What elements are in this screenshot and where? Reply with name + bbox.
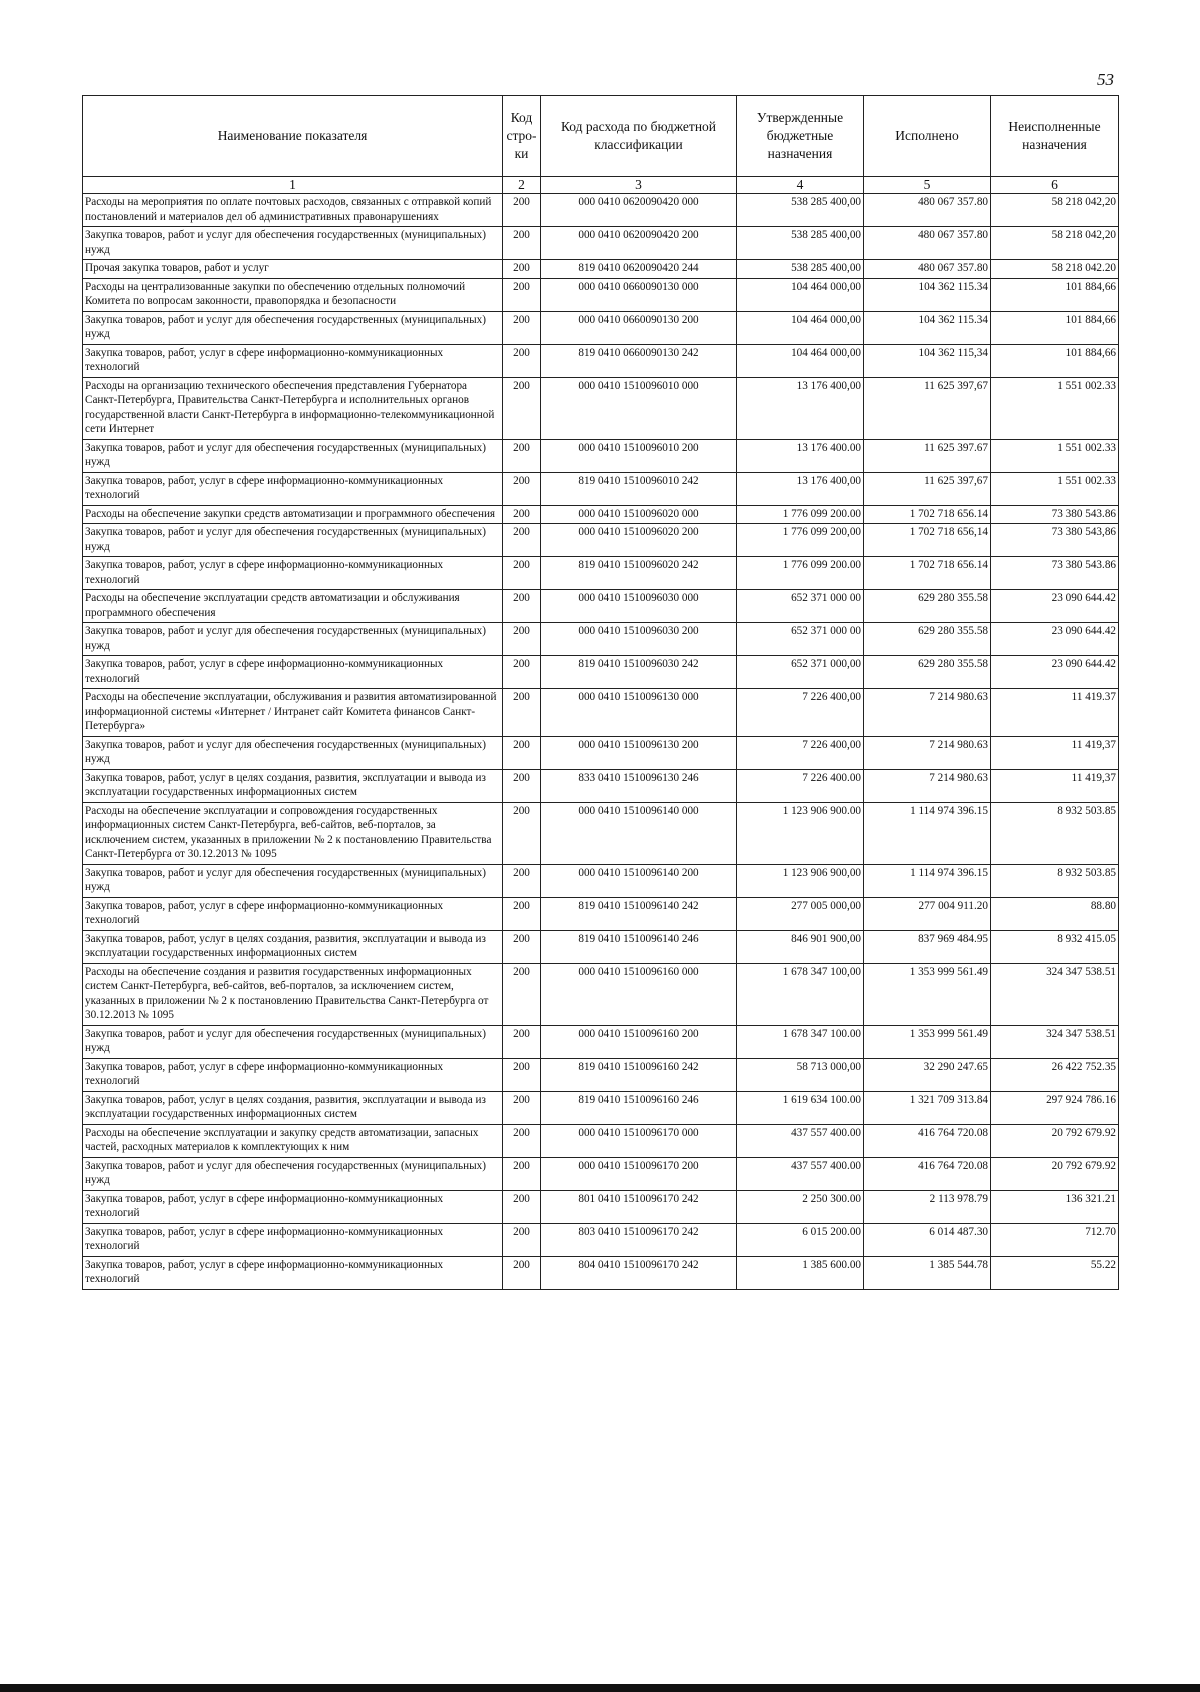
- budget-code-cell: 819 0410 0660090130 242: [541, 344, 737, 377]
- budget-code-cell: 000 0410 1510096030 200: [541, 623, 737, 656]
- header-indicator-name: Наименование показателя: [83, 96, 503, 177]
- header-row: [83, 96, 1119, 177]
- executed-amount-cell: 1 114 974 396.15: [864, 802, 991, 864]
- indicator-name-cell: Закупка товаров, работ и услуг для обеспечения государственных (муниципальных) нужд: [83, 311, 503, 344]
- line-code-cell: 200: [503, 1025, 541, 1058]
- budget-code-cell: 819 0410 1510096140 246: [541, 930, 737, 963]
- line-code-cell: 200: [503, 227, 541, 260]
- indicator-name-cell: Расходы на обеспечение эксплуатации, обслуживания и развития автоматизированной информационной системы «Интернет / Интранет сайт Комитета финансов Санкт-Петербурга»: [83, 689, 503, 737]
- executed-amount-cell: 1 321 709 313.84: [864, 1091, 991, 1124]
- budget-code-cell: 801 0410 1510096170 242: [541, 1190, 737, 1223]
- column-number: 6: [991, 177, 1119, 194]
- unexecuted-amount-cell: 324 347 538.51: [991, 1025, 1119, 1058]
- approved-amount-cell: 277 005 000,00: [737, 897, 864, 930]
- budget-code-cell: 819 0410 1510096160 246: [541, 1091, 737, 1124]
- executed-amount-cell: 11 625 397,67: [864, 377, 991, 439]
- unexecuted-amount-cell: 23 090 644.42: [991, 623, 1119, 656]
- table-row: [83, 689, 1119, 737]
- executed-amount-cell: 104 362 115.34: [864, 311, 991, 344]
- table-row: [83, 1091, 1119, 1124]
- table-row: [83, 769, 1119, 802]
- line-code-cell: 200: [503, 930, 541, 963]
- line-code-cell: 200: [503, 656, 541, 689]
- approved-amount-cell: 1 776 099 200.00: [737, 557, 864, 590]
- executed-amount-cell: 7 214 980.63: [864, 689, 991, 737]
- unexecuted-amount-cell: 324 347 538.51: [991, 963, 1119, 1025]
- line-code-cell: 200: [503, 1124, 541, 1157]
- executed-amount-cell: 480 067 357.80: [864, 227, 991, 260]
- unexecuted-amount-cell: 1 551 002.33: [991, 377, 1119, 439]
- executed-amount-cell: 416 764 720.08: [864, 1124, 991, 1157]
- header-approved-assignments: Утвержденные бюджетные назначения: [737, 96, 864, 177]
- approved-amount-cell: 1 776 099 200,00: [737, 524, 864, 557]
- executed-amount-cell: 6 014 487.30: [864, 1223, 991, 1256]
- table-header: [83, 96, 1119, 194]
- approved-amount-cell: 2 250 300.00: [737, 1190, 864, 1223]
- line-code-cell: 200: [503, 1157, 541, 1190]
- indicator-name-cell: Расходы на организацию технического обеспечения представления Губернатора Санкт-Петербурга, Правительства Санкт-Петербурга и исполнительных органов государственной власти Санкт-Петербурга в информационно-телекоммуникационной сети Интернет: [83, 377, 503, 439]
- approved-amount-cell: 437 557 400.00: [737, 1157, 864, 1190]
- indicator-name-cell: Закупка товаров, работ, услуг в сфере информационно-коммуникационных технологий: [83, 897, 503, 930]
- line-code-cell: 200: [503, 864, 541, 897]
- line-code-cell: 200: [503, 278, 541, 311]
- column-number: 4: [737, 177, 864, 194]
- line-code-cell: 200: [503, 802, 541, 864]
- indicator-name-cell: Расходы на обеспечение эксплуатации и закупку средств автоматизации, запасных частей, расходных материалов к комплектующих к ним: [83, 1124, 503, 1157]
- unexecuted-amount-cell: 8 932 503.85: [991, 864, 1119, 897]
- unexecuted-amount-cell: 11 419.37: [991, 689, 1119, 737]
- approved-amount-cell: 652 371 000 00: [737, 590, 864, 623]
- line-code-cell: 200: [503, 1091, 541, 1124]
- table-row: [83, 1223, 1119, 1256]
- executed-amount-cell: 629 280 355.58: [864, 656, 991, 689]
- table-row: [83, 278, 1119, 311]
- unexecuted-amount-cell: 58 218 042,20: [991, 194, 1119, 227]
- budget-execution-table: [82, 95, 1119, 1290]
- budget-code-cell: 819 0410 1510096140 242: [541, 897, 737, 930]
- approved-amount-cell: 7 226 400,00: [737, 736, 864, 769]
- executed-amount-cell: 1 353 999 561.49: [864, 1025, 991, 1058]
- table-row: [83, 963, 1119, 1025]
- budget-code-cell: 803 0410 1510096170 242: [541, 1223, 737, 1256]
- indicator-name-cell: Расходы на централизованные закупки по обеспечению отдельных полномочий Комитета по вопросам законности, правопорядка и безопасности: [83, 278, 503, 311]
- approved-amount-cell: 1 123 906 900.00: [737, 802, 864, 864]
- approved-amount-cell: 1 619 634 100.00: [737, 1091, 864, 1124]
- table-row: [83, 897, 1119, 930]
- indicator-name-cell: Закупка товаров, работ, услуг в сфере информационно-коммуникационных технологий: [83, 472, 503, 505]
- column-number: 5: [864, 177, 991, 194]
- approved-amount-cell: 1 385 600.00: [737, 1256, 864, 1289]
- indicator-name-cell: Закупка товаров, работ, услуг в сфере информационно-коммуникационных технологий: [83, 1223, 503, 1256]
- table-row: [83, 1124, 1119, 1157]
- budget-code-cell: 000 0410 1510096140 000: [541, 802, 737, 864]
- table-row: [83, 656, 1119, 689]
- executed-amount-cell: 480 067 357.80: [864, 194, 991, 227]
- indicator-name-cell: Закупка товаров, работ и услуг для обеспечения государственных (муниципальных) нужд: [83, 623, 503, 656]
- approved-amount-cell: 1 123 906 900,00: [737, 864, 864, 897]
- executed-amount-cell: 2 113 978.79: [864, 1190, 991, 1223]
- line-code-cell: 200: [503, 1190, 541, 1223]
- line-code-cell: 200: [503, 769, 541, 802]
- executed-amount-cell: 7 214 980.63: [864, 769, 991, 802]
- table-row: [83, 930, 1119, 963]
- unexecuted-amount-cell: 26 422 752.35: [991, 1058, 1119, 1091]
- indicator-name-cell: Закупка товаров, работ и услуг для обеспечения государственных (муниципальных) нужд: [83, 1157, 503, 1190]
- executed-amount-cell: 1 385 544.78: [864, 1256, 991, 1289]
- budget-code-cell: 000 0410 1510096160 000: [541, 963, 737, 1025]
- header-unexecuted-assignments: Неисполненные назначения: [991, 96, 1119, 177]
- column-number: 2: [503, 177, 541, 194]
- indicator-name-cell: Расходы на обеспечение эксплуатации средств автоматизации и обслуживания программного обеспечения: [83, 590, 503, 623]
- executed-amount-cell: 629 280 355.58: [864, 590, 991, 623]
- budget-code-cell: 819 0410 1510096010 242: [541, 472, 737, 505]
- approved-amount-cell: 1 776 099 200.00: [737, 505, 864, 524]
- approved-amount-cell: 538 285 400,00: [737, 194, 864, 227]
- line-code-cell: 200: [503, 260, 541, 279]
- approved-amount-cell: 538 285 400,00: [737, 260, 864, 279]
- indicator-name-cell: Закупка товаров, работ, услуг в сфере информационно-коммуникационных технологий: [83, 557, 503, 590]
- budget-code-cell: 000 0410 1510096140 200: [541, 864, 737, 897]
- table-row: [83, 439, 1119, 472]
- approved-amount-cell: 652 371 000 00: [737, 623, 864, 656]
- approved-amount-cell: 437 557 400.00: [737, 1124, 864, 1157]
- executed-amount-cell: 1 702 718 656.14: [864, 557, 991, 590]
- approved-amount-cell: 13 176 400,00: [737, 377, 864, 439]
- unexecuted-amount-cell: 20 792 679.92: [991, 1124, 1119, 1157]
- budget-code-cell: 000 0410 1510096010 200: [541, 439, 737, 472]
- table-row: [83, 1256, 1119, 1289]
- executed-amount-cell: 629 280 355.58: [864, 623, 991, 656]
- approved-amount-cell: 104 464 000,00: [737, 278, 864, 311]
- unexecuted-amount-cell: 1 551 002.33: [991, 472, 1119, 505]
- approved-amount-cell: 104 464 000,00: [737, 344, 864, 377]
- unexecuted-amount-cell: 712.70: [991, 1223, 1119, 1256]
- executed-amount-cell: 104 362 115.34: [864, 278, 991, 311]
- table-row: [83, 227, 1119, 260]
- budget-code-cell: 000 0410 0620090420 000: [541, 194, 737, 227]
- budget-code-cell: 000 0410 1510096020 200: [541, 524, 737, 557]
- line-code-cell: 200: [503, 1223, 541, 1256]
- line-code-cell: 200: [503, 1058, 541, 1091]
- unexecuted-amount-cell: 23 090 644.42: [991, 590, 1119, 623]
- indicator-name-cell: Закупка товаров, работ, услуг в сфере информационно-коммуникационных технологий: [83, 1058, 503, 1091]
- column-number: 1: [83, 177, 503, 194]
- indicator-name-cell: Закупка товаров, работ и услуг для обеспечения государственных (муниципальных) нужд: [83, 1025, 503, 1058]
- line-code-cell: 200: [503, 311, 541, 344]
- line-code-cell: 200: [503, 590, 541, 623]
- approved-amount-cell: 846 901 900,00: [737, 930, 864, 963]
- budget-code-cell: 819 0410 0620090420 244: [541, 260, 737, 279]
- scan-edge-bar: [0, 1684, 1200, 1692]
- table-row: [83, 194, 1119, 227]
- approved-amount-cell: 13 176 400.00: [737, 439, 864, 472]
- table-row: [83, 505, 1119, 524]
- line-code-cell: 200: [503, 623, 541, 656]
- executed-amount-cell: 837 969 484.95: [864, 930, 991, 963]
- indicator-name-cell: Закупка товаров, работ и услуг для обеспечения государственных (муниципальных) нужд: [83, 227, 503, 260]
- budget-code-cell: 000 0410 1510096170 200: [541, 1157, 737, 1190]
- budget-code-cell: 000 0410 1510096170 000: [541, 1124, 737, 1157]
- budget-code-cell: 000 0410 1510096020 000: [541, 505, 737, 524]
- executed-amount-cell: 1 353 999 561.49: [864, 963, 991, 1025]
- line-code-cell: 200: [503, 689, 541, 737]
- executed-amount-cell: 11 625 397.67: [864, 439, 991, 472]
- indicator-name-cell: Закупка товаров, работ, услуг в целях создания, развития, эксплуатации и вывода из эксплуатации государственных информационных систем: [83, 930, 503, 963]
- unexecuted-amount-cell: 58 218 042,20: [991, 227, 1119, 260]
- header-line-code: Код стро-ки: [503, 96, 541, 177]
- approved-amount-cell: 58 713 000,00: [737, 1058, 864, 1091]
- approved-amount-cell: 1 678 347 100,00: [737, 963, 864, 1025]
- line-code-cell: 200: [503, 344, 541, 377]
- line-code-cell: 200: [503, 963, 541, 1025]
- table-row: [83, 1157, 1119, 1190]
- unexecuted-amount-cell: 101 884,66: [991, 344, 1119, 377]
- unexecuted-amount-cell: 8 932 503.85: [991, 802, 1119, 864]
- executed-amount-cell: 104 362 115,34: [864, 344, 991, 377]
- indicator-name-cell: Закупка товаров, работ и услуг для обеспечения государственных (муниципальных) нужд: [83, 524, 503, 557]
- budget-code-cell: 819 0410 1510096020 242: [541, 557, 737, 590]
- table-row: [83, 590, 1119, 623]
- unexecuted-amount-cell: 88.80: [991, 897, 1119, 930]
- line-code-cell: 200: [503, 1256, 541, 1289]
- line-code-cell: 200: [503, 377, 541, 439]
- unexecuted-amount-cell: 58 218 042.20: [991, 260, 1119, 279]
- indicator-name-cell: Расходы на обеспечение эксплуатации и сопровождения государственных информационных систем Санкт-Петербурга, веб-сайтов, веб-порталов, за исключением систем, указанных в приложении № 2 к постановлению Правительства Санкт-Петербурга от 30.12.2013 № 1095: [83, 802, 503, 864]
- unexecuted-amount-cell: 20 792 679.92: [991, 1157, 1119, 1190]
- indicator-name-cell: Закупка товаров, работ, услуг в целях создания, развития, эксплуатации и вывода из эксплуатации государственных информационных систем: [83, 769, 503, 802]
- unexecuted-amount-cell: 1 551 002.33: [991, 439, 1119, 472]
- line-code-cell: 200: [503, 472, 541, 505]
- executed-amount-cell: 416 764 720.08: [864, 1157, 991, 1190]
- approved-amount-cell: 538 285 400,00: [737, 227, 864, 260]
- executed-amount-cell: 1 114 974 396.15: [864, 864, 991, 897]
- budget-code-cell: 000 0410 1510096130 000: [541, 689, 737, 737]
- table-row: [83, 377, 1119, 439]
- line-code-cell: 200: [503, 439, 541, 472]
- budget-code-cell: 819 0410 1510096160 242: [541, 1058, 737, 1091]
- approved-amount-cell: 13 176 400,00: [737, 472, 864, 505]
- column-number-row: [83, 177, 1119, 194]
- table-row: [83, 1058, 1119, 1091]
- line-code-cell: 200: [503, 897, 541, 930]
- executed-amount-cell: 1 702 718 656,14: [864, 524, 991, 557]
- indicator-name-cell: Закупка товаров, работ и услуг для обеспечения государственных (муниципальных) нужд: [83, 736, 503, 769]
- indicator-name-cell: Прочая закупка товаров, работ и услуг: [83, 260, 503, 279]
- unexecuted-amount-cell: 23 090 644.42: [991, 656, 1119, 689]
- budget-code-cell: 819 0410 1510096030 242: [541, 656, 737, 689]
- unexecuted-amount-cell: 101 884,66: [991, 278, 1119, 311]
- approved-amount-cell: 1 678 347 100.00: [737, 1025, 864, 1058]
- table-row: [83, 344, 1119, 377]
- executed-amount-cell: 480 067 357.80: [864, 260, 991, 279]
- executed-amount-cell: 11 625 397,67: [864, 472, 991, 505]
- budget-code-cell: 000 0410 0620090420 200: [541, 227, 737, 260]
- executed-amount-cell: 277 004 911.20: [864, 897, 991, 930]
- budget-code-cell: 833 0410 1510096130 246: [541, 769, 737, 802]
- table-row: [83, 557, 1119, 590]
- indicator-name-cell: Закупка товаров, работ, услуг в сфере информационно-коммуникационных технологий: [83, 1190, 503, 1223]
- unexecuted-amount-cell: 8 932 415.05: [991, 930, 1119, 963]
- unexecuted-amount-cell: 73 380 543.86: [991, 557, 1119, 590]
- unexecuted-amount-cell: 136 321.21: [991, 1190, 1119, 1223]
- budget-code-cell: 000 0410 1510096160 200: [541, 1025, 737, 1058]
- table-row: [83, 802, 1119, 864]
- table-row: [83, 864, 1119, 897]
- indicator-name-cell: Расходы на мероприятия по оплате почтовых расходов, связанных с отправкой копий постановлений и материалов дел об административных правонарушениях: [83, 194, 503, 227]
- table-row: [83, 311, 1119, 344]
- page-number: 53: [1097, 70, 1114, 89]
- line-code-cell: 200: [503, 524, 541, 557]
- budget-code-cell: 000 0410 1510096010 000: [541, 377, 737, 439]
- approved-amount-cell: 6 015 200.00: [737, 1223, 864, 1256]
- budget-code-cell: 000 0410 1510096030 000: [541, 590, 737, 623]
- line-code-cell: 200: [503, 505, 541, 524]
- unexecuted-amount-cell: 73 380 543.86: [991, 505, 1119, 524]
- approved-amount-cell: 7 226 400.00: [737, 769, 864, 802]
- table-row: [83, 1190, 1119, 1223]
- unexecuted-amount-cell: 55.22: [991, 1256, 1119, 1289]
- line-code-cell: 200: [503, 194, 541, 227]
- column-number: 3: [541, 177, 737, 194]
- indicator-name-cell: Закупка товаров, работ, услуг в целях создания, развития, эксплуатации и вывода из эксплуатации государственных информационных систем: [83, 1091, 503, 1124]
- budget-code-cell: 000 0410 1510096130 200: [541, 736, 737, 769]
- table-body: [83, 194, 1119, 1290]
- approved-amount-cell: 104 464 000,00: [737, 311, 864, 344]
- indicator-name-cell: Расходы на обеспечение закупки средств автоматизации и программного обеспечения: [83, 505, 503, 524]
- unexecuted-amount-cell: 101 884,66: [991, 311, 1119, 344]
- budget-code-cell: 000 0410 0660090130 200: [541, 311, 737, 344]
- table-row: [83, 524, 1119, 557]
- indicator-name-cell: Закупка товаров, работ, услуг в сфере информационно-коммуникационных технологий: [83, 344, 503, 377]
- table-row: [83, 623, 1119, 656]
- indicator-name-cell: Расходы на обеспечение создания и развития государственных информационных систем Санкт-Петербурга, веб-сайтов, веб-порталов, за исключением систем, указанных в приложении № 2 к постановлению Правительства Санкт-Петербурга от 30.12.2013 № 1095: [83, 963, 503, 1025]
- line-code-cell: 200: [503, 557, 541, 590]
- indicator-name-cell: Закупка товаров, работ, услуг в сфере информационно-коммуникационных технологий: [83, 656, 503, 689]
- executed-amount-cell: 1 702 718 656.14: [864, 505, 991, 524]
- line-code-cell: 200: [503, 736, 541, 769]
- executed-amount-cell: 32 290 247.65: [864, 1058, 991, 1091]
- header-executed: Исполнено: [864, 96, 991, 177]
- unexecuted-amount-cell: 11 419,37: [991, 769, 1119, 802]
- executed-amount-cell: 7 214 980.63: [864, 736, 991, 769]
- budget-code-cell: 804 0410 1510096170 242: [541, 1256, 737, 1289]
- unexecuted-amount-cell: 73 380 543,86: [991, 524, 1119, 557]
- indicator-name-cell: Закупка товаров, работ и услуг для обеспечения государственных (муниципальных) нужд: [83, 439, 503, 472]
- table-row: [83, 260, 1119, 279]
- indicator-name-cell: Закупка товаров, работ и услуг для обеспечения государственных (муниципальных) нужд: [83, 864, 503, 897]
- header-budget-classification-code: Код расхода по бюджетной классификации: [541, 96, 737, 177]
- budget-code-cell: 000 0410 0660090130 000: [541, 278, 737, 311]
- approved-amount-cell: 7 226 400,00: [737, 689, 864, 737]
- indicator-name-cell: Закупка товаров, работ, услуг в сфере информационно-коммуникационных технологий: [83, 1256, 503, 1289]
- table-row: [83, 1025, 1119, 1058]
- unexecuted-amount-cell: 11 419,37: [991, 736, 1119, 769]
- unexecuted-amount-cell: 297 924 786.16: [991, 1091, 1119, 1124]
- table-row: [83, 736, 1119, 769]
- approved-amount-cell: 652 371 000,00: [737, 656, 864, 689]
- table-row: [83, 472, 1119, 505]
